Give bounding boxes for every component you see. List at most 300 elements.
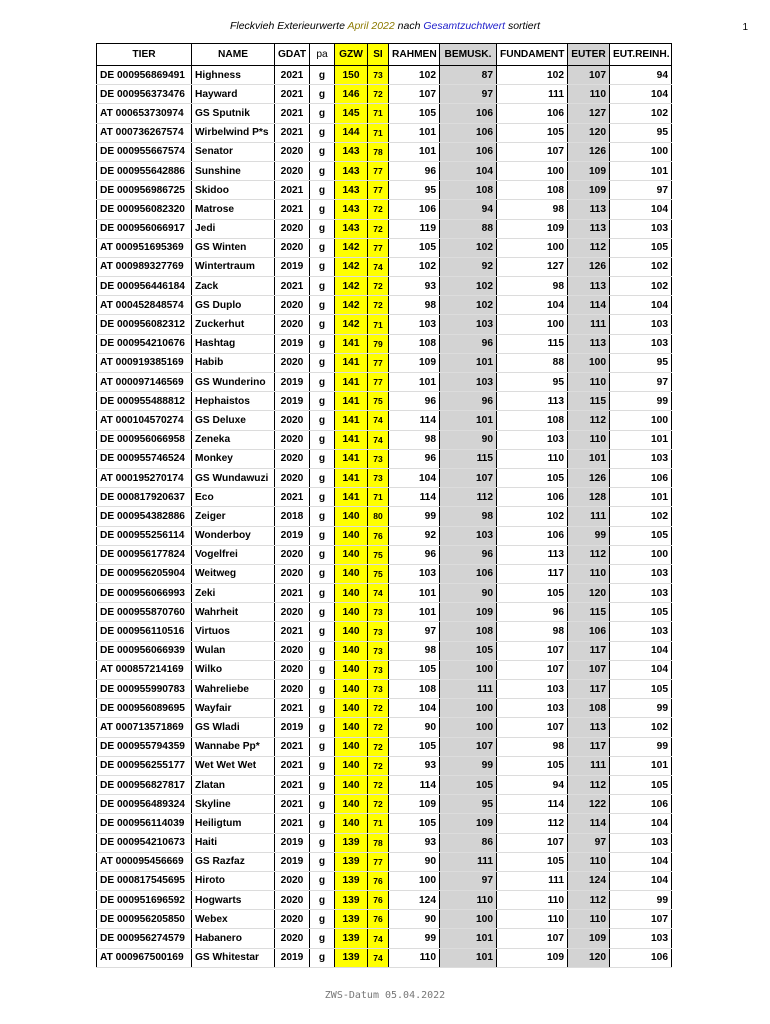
cell-fundament: 113 — [497, 392, 568, 411]
cell-si: 77 — [368, 353, 389, 372]
cell-fundament: 113 — [497, 545, 568, 564]
cell-pa: g — [310, 871, 335, 890]
cell-gdat: 2020 — [275, 411, 310, 430]
cell-name: Wulan — [192, 641, 275, 660]
cell-si: 72 — [368, 775, 389, 794]
cell-tier: AT 000195270174 — [97, 468, 192, 487]
cell-eut-reinh: 103 — [610, 219, 672, 238]
cell-gzw: 139 — [335, 948, 368, 967]
cell-rahmen: 105 — [389, 238, 440, 257]
cell-gdat: 2020 — [275, 680, 310, 699]
cell-name: Wahreliebe — [192, 680, 275, 699]
cell-tier: AT 000097146569 — [97, 373, 192, 392]
cell-gdat: 2020 — [275, 296, 310, 315]
cell-bemusk: 90 — [440, 584, 497, 603]
cell-name: Highness — [192, 66, 275, 85]
cell-tier: DE 000955667574 — [97, 142, 192, 161]
cell-fundament: 98 — [497, 277, 568, 296]
cell-fundament: 106 — [497, 488, 568, 507]
cell-euter: 111 — [568, 756, 610, 775]
cell-gdat: 2020 — [275, 641, 310, 660]
cell-gzw: 140 — [335, 699, 368, 718]
table-row — [97, 584, 672, 603]
cell-bemusk: 101 — [440, 929, 497, 948]
cell-rahmen: 90 — [389, 910, 440, 929]
cell-eut-reinh: 105 — [610, 680, 672, 699]
cell-name: Eco — [192, 488, 275, 507]
cell-gzw: 141 — [335, 468, 368, 487]
table-row — [97, 526, 672, 545]
cell-name: Hephaistos — [192, 392, 275, 411]
cell-euter: 110 — [568, 430, 610, 449]
cell-si: 75 — [368, 392, 389, 411]
cell-name: Hogwarts — [192, 891, 275, 910]
cell-pa: g — [310, 910, 335, 929]
cell-gzw: 143 — [335, 142, 368, 161]
cell-gdat: 2020 — [275, 871, 310, 890]
cell-gdat: 2021 — [275, 699, 310, 718]
cell-rahmen: 93 — [389, 277, 440, 296]
cell-rahmen: 114 — [389, 775, 440, 794]
cell-gdat: 2020 — [275, 238, 310, 257]
cell-rahmen: 103 — [389, 564, 440, 583]
cell-euter: 113 — [568, 219, 610, 238]
cell-bemusk: 107 — [440, 737, 497, 756]
cell-bemusk: 100 — [440, 660, 497, 679]
cell-fundament: 106 — [497, 526, 568, 545]
cell-bemusk: 90 — [440, 430, 497, 449]
table-row — [97, 699, 672, 718]
cell-tier: AT 000989327769 — [97, 257, 192, 276]
cell-pa: g — [310, 622, 335, 641]
cell-bemusk: 86 — [440, 833, 497, 852]
cell-gzw: 139 — [335, 852, 368, 871]
cell-gzw: 140 — [335, 814, 368, 833]
cell-bemusk: 112 — [440, 488, 497, 507]
cell-gzw: 141 — [335, 392, 368, 411]
table-row — [97, 411, 672, 430]
cell-si: 76 — [368, 910, 389, 929]
cell-si: 71 — [368, 814, 389, 833]
cell-bemusk: 110 — [440, 891, 497, 910]
cell-name: Monkey — [192, 449, 275, 468]
table-row — [97, 948, 672, 967]
cell-name: Vogelfrei — [192, 545, 275, 564]
cell-euter: 110 — [568, 85, 610, 104]
cell-euter: 112 — [568, 545, 610, 564]
cell-gdat: 2018 — [275, 507, 310, 526]
cell-name: GS Sputnik — [192, 104, 275, 123]
cell-gdat: 2020 — [275, 545, 310, 564]
cell-name: Hayward — [192, 85, 275, 104]
cell-eut-reinh: 97 — [610, 373, 672, 392]
cell-euter: 106 — [568, 622, 610, 641]
cell-name: Zeneka — [192, 430, 275, 449]
cell-gzw: 142 — [335, 296, 368, 315]
cell-bemusk: 96 — [440, 334, 497, 353]
cell-eut-reinh: 104 — [610, 641, 672, 660]
cell-bemusk: 97 — [440, 85, 497, 104]
table-row — [97, 277, 672, 296]
table-row — [97, 660, 672, 679]
cell-rahmen: 108 — [389, 680, 440, 699]
cell-tier: DE 000956066939 — [97, 641, 192, 660]
cell-name: Wintertraum — [192, 257, 275, 276]
cell-tier: DE 000955256114 — [97, 526, 192, 545]
cell-bemusk: 100 — [440, 718, 497, 737]
column-header-eut-reinh: EUT.REINH. — [610, 44, 672, 66]
cell-rahmen: 119 — [389, 219, 440, 238]
table-row — [97, 775, 672, 794]
cell-gzw: 140 — [335, 680, 368, 699]
cell-rahmen: 93 — [389, 756, 440, 775]
cell-eut-reinh: 103 — [610, 584, 672, 603]
cell-fundament: 107 — [497, 142, 568, 161]
cell-bemusk: 106 — [440, 564, 497, 583]
cell-pa: g — [310, 161, 335, 180]
cell-euter: 112 — [568, 891, 610, 910]
cell-eut-reinh: 102 — [610, 257, 672, 276]
cell-euter: 112 — [568, 775, 610, 794]
cell-fundament: 105 — [497, 852, 568, 871]
table-row — [97, 123, 672, 142]
cell-rahmen: 96 — [389, 545, 440, 564]
column-header-pa: pa — [310, 44, 335, 66]
cell-tier: DE 000956114039 — [97, 814, 192, 833]
cell-si: 72 — [368, 277, 389, 296]
cell-eut-reinh: 103 — [610, 929, 672, 948]
cell-name: Zuckerhut — [192, 315, 275, 334]
cell-bemusk: 100 — [440, 699, 497, 718]
cell-gdat: 2019 — [275, 373, 310, 392]
cell-pa: g — [310, 545, 335, 564]
cell-eut-reinh: 99 — [610, 737, 672, 756]
cell-rahmen: 92 — [389, 526, 440, 545]
cell-pa: g — [310, 488, 335, 507]
cell-gdat: 2021 — [275, 488, 310, 507]
cell-pa: g — [310, 296, 335, 315]
cell-euter: 109 — [568, 161, 610, 180]
cell-bemusk: 106 — [440, 142, 497, 161]
cell-pa: g — [310, 660, 335, 679]
cell-euter: 117 — [568, 641, 610, 660]
table-row — [97, 315, 672, 334]
cell-bemusk: 106 — [440, 104, 497, 123]
cell-fundament: 98 — [497, 622, 568, 641]
cell-gzw: 143 — [335, 181, 368, 200]
cell-si: 74 — [368, 411, 389, 430]
cell-eut-reinh: 102 — [610, 104, 672, 123]
cell-tier: DE 000817920637 — [97, 488, 192, 507]
cell-gdat: 2020 — [275, 142, 310, 161]
cell-gdat: 2021 — [275, 104, 310, 123]
cell-bemusk: 111 — [440, 680, 497, 699]
cell-name: Wilko — [192, 660, 275, 679]
cell-eut-reinh: 105 — [610, 775, 672, 794]
cell-si: 72 — [368, 718, 389, 737]
cell-pa: g — [310, 238, 335, 257]
cell-rahmen: 101 — [389, 123, 440, 142]
cell-euter: 113 — [568, 277, 610, 296]
cell-pa: g — [310, 564, 335, 583]
cell-gzw: 141 — [335, 353, 368, 372]
cell-eut-reinh: 99 — [610, 891, 672, 910]
cell-gdat: 2020 — [275, 468, 310, 487]
cell-rahmen: 102 — [389, 66, 440, 85]
cell-rahmen: 102 — [389, 257, 440, 276]
cell-bemusk: 95 — [440, 795, 497, 814]
cell-tier: DE 000956373476 — [97, 85, 192, 104]
footer-date: ZWS-Datum 05.04.2022 — [324, 990, 446, 1001]
cell-bemusk: 96 — [440, 392, 497, 411]
table-row — [97, 104, 672, 123]
cell-euter: 113 — [568, 718, 610, 737]
cell-euter: 126 — [568, 142, 610, 161]
cell-name: Matrose — [192, 200, 275, 219]
cell-gzw: 140 — [335, 756, 368, 775]
cell-name: Skyline — [192, 795, 275, 814]
cell-gdat: 2021 — [275, 66, 310, 85]
cell-pa: g — [310, 891, 335, 910]
cell-name: GS Wundawuzi — [192, 468, 275, 487]
cell-name: Skidoo — [192, 181, 275, 200]
cell-euter: 120 — [568, 584, 610, 603]
cell-gdat: 2021 — [275, 200, 310, 219]
cell-fundament: 110 — [497, 891, 568, 910]
cell-name: Zlatan — [192, 775, 275, 794]
table-row — [97, 142, 672, 161]
cell-eut-reinh: 97 — [610, 181, 672, 200]
cell-si: 72 — [368, 85, 389, 104]
cell-euter: 111 — [568, 507, 610, 526]
table-row — [97, 641, 672, 660]
cell-tier: AT 000452848574 — [97, 296, 192, 315]
cell-rahmen: 108 — [389, 334, 440, 353]
cell-tier: DE 000817545695 — [97, 871, 192, 890]
cell-pa: g — [310, 775, 335, 794]
cell-eut-reinh: 106 — [610, 948, 672, 967]
cell-si: 77 — [368, 373, 389, 392]
cell-euter: 113 — [568, 334, 610, 353]
cell-pa: g — [310, 373, 335, 392]
cell-pa: g — [310, 85, 335, 104]
cell-bemusk: 94 — [440, 200, 497, 219]
table-row — [97, 718, 672, 737]
cell-pa: g — [310, 852, 335, 871]
cell-tier: DE 000951696592 — [97, 891, 192, 910]
cell-bemusk: 103 — [440, 526, 497, 545]
cell-si: 74 — [368, 929, 389, 948]
cell-gzw: 142 — [335, 315, 368, 334]
cell-pa: g — [310, 948, 335, 967]
cell-pa: g — [310, 200, 335, 219]
cell-si: 72 — [368, 737, 389, 756]
cell-si: 74 — [368, 584, 389, 603]
cell-gzw: 140 — [335, 641, 368, 660]
cell-euter: 99 — [568, 526, 610, 545]
table-row — [97, 430, 672, 449]
column-header-name: NAME — [192, 44, 275, 66]
cell-name: Weitweg — [192, 564, 275, 583]
cell-gdat: 2021 — [275, 85, 310, 104]
cell-bemusk: 102 — [440, 277, 497, 296]
cell-fundament: 105 — [497, 756, 568, 775]
cell-pa: g — [310, 468, 335, 487]
cell-gzw: 143 — [335, 200, 368, 219]
cell-fundament: 102 — [497, 66, 568, 85]
cell-gzw: 140 — [335, 526, 368, 545]
cell-pa: g — [310, 353, 335, 372]
cell-name: GS Deluxe — [192, 411, 275, 430]
cell-euter: 100 — [568, 353, 610, 372]
cell-name: GS Wunderino — [192, 373, 275, 392]
cell-gzw: 141 — [335, 411, 368, 430]
cell-eut-reinh: 105 — [610, 526, 672, 545]
cell-eut-reinh: 105 — [610, 603, 672, 622]
column-header-euter: EUTER — [568, 44, 610, 66]
table-row — [97, 814, 672, 833]
cell-bemusk: 88 — [440, 219, 497, 238]
table-row — [97, 161, 672, 180]
cell-rahmen: 96 — [389, 392, 440, 411]
cell-bemusk: 102 — [440, 238, 497, 257]
cell-gzw: 150 — [335, 66, 368, 85]
cell-rahmen: 96 — [389, 161, 440, 180]
cell-fundament: 111 — [497, 85, 568, 104]
cell-eut-reinh: 100 — [610, 142, 672, 161]
cell-gzw: 140 — [335, 507, 368, 526]
cell-gdat: 2021 — [275, 775, 310, 794]
cell-name: Wahrheit — [192, 603, 275, 622]
cell-gzw: 143 — [335, 219, 368, 238]
cell-fundament: 107 — [497, 641, 568, 660]
cell-si: 77 — [368, 161, 389, 180]
cell-eut-reinh: 103 — [610, 315, 672, 334]
cell-tier: DE 000956177824 — [97, 545, 192, 564]
cell-eut-reinh: 103 — [610, 622, 672, 641]
cell-gzw: 139 — [335, 833, 368, 852]
cell-si: 72 — [368, 219, 389, 238]
cell-pa: g — [310, 66, 335, 85]
cell-rahmen: 110 — [389, 948, 440, 967]
cell-fundament: 107 — [497, 833, 568, 852]
cell-tier: DE 000954382886 — [97, 507, 192, 526]
cell-euter: 110 — [568, 373, 610, 392]
cell-tier: DE 000954210673 — [97, 833, 192, 852]
cell-gdat: 2019 — [275, 257, 310, 276]
column-header-gzw: GZW — [335, 44, 368, 66]
cell-tier: AT 000857214169 — [97, 660, 192, 679]
cell-pa: g — [310, 181, 335, 200]
cell-name: Wet Wet Wet — [192, 756, 275, 775]
cell-si: 78 — [368, 833, 389, 852]
cell-gzw: 144 — [335, 123, 368, 142]
cell-gzw: 140 — [335, 775, 368, 794]
cell-gzw: 141 — [335, 488, 368, 507]
cell-bemusk: 102 — [440, 296, 497, 315]
cell-bemusk: 101 — [440, 948, 497, 967]
cell-euter: 114 — [568, 814, 610, 833]
cell-pa: g — [310, 833, 335, 852]
cell-tier: DE 000956082312 — [97, 315, 192, 334]
cell-gdat: 2020 — [275, 449, 310, 468]
cell-pa: g — [310, 641, 335, 660]
cell-name: GS Wladi — [192, 718, 275, 737]
cell-bemusk: 97 — [440, 871, 497, 890]
cell-si: 77 — [368, 181, 389, 200]
cell-name: Hiroto — [192, 871, 275, 890]
cell-fundament: 100 — [497, 238, 568, 257]
cell-name: Webex — [192, 910, 275, 929]
cell-gzw: 140 — [335, 603, 368, 622]
cell-si: 72 — [368, 200, 389, 219]
cell-rahmen: 101 — [389, 603, 440, 622]
cell-name: Wirbelwind P*s — [192, 123, 275, 142]
table-row — [97, 680, 672, 699]
cell-gdat: 2019 — [275, 526, 310, 545]
cell-bemusk: 101 — [440, 353, 497, 372]
cell-si: 73 — [368, 622, 389, 641]
cell-gzw: 140 — [335, 718, 368, 737]
cell-rahmen: 107 — [389, 85, 440, 104]
cell-euter: 128 — [568, 488, 610, 507]
cell-si: 72 — [368, 756, 389, 775]
cell-bemusk: 100 — [440, 910, 497, 929]
cell-gdat: 2020 — [275, 929, 310, 948]
cell-rahmen: 105 — [389, 660, 440, 679]
cell-fundament: 103 — [497, 699, 568, 718]
column-header-fundament: FUNDAMENT — [497, 44, 568, 66]
cell-bemusk: 108 — [440, 181, 497, 200]
cell-euter: 122 — [568, 795, 610, 814]
cell-rahmen: 101 — [389, 142, 440, 161]
cell-euter: 126 — [568, 468, 610, 487]
cell-eut-reinh: 101 — [610, 430, 672, 449]
cell-fundament: 109 — [497, 948, 568, 967]
cell-tier: AT 000713571869 — [97, 718, 192, 737]
cell-tier: AT 000951695369 — [97, 238, 192, 257]
cell-rahmen: 104 — [389, 699, 440, 718]
cell-si: 74 — [368, 430, 389, 449]
cell-gdat: 2021 — [275, 737, 310, 756]
cell-tier: DE 000955990783 — [97, 680, 192, 699]
cell-si: 77 — [368, 852, 389, 871]
cell-euter: 124 — [568, 871, 610, 890]
cell-si: 76 — [368, 891, 389, 910]
cell-gdat: 2019 — [275, 392, 310, 411]
cell-si: 77 — [368, 238, 389, 257]
title-sort-key: Gesamtzuchtwert — [423, 20, 506, 32]
cell-pa: g — [310, 929, 335, 948]
cell-eut-reinh: 107 — [610, 910, 672, 929]
cell-tier: AT 000653730974 — [97, 104, 192, 123]
cell-bemusk: 92 — [440, 257, 497, 276]
table-row — [97, 85, 672, 104]
cell-eut-reinh: 99 — [610, 392, 672, 411]
cell-fundament: 107 — [497, 660, 568, 679]
cell-fundament: 114 — [497, 795, 568, 814]
cell-pa: g — [310, 699, 335, 718]
cell-eut-reinh: 103 — [610, 449, 672, 468]
cell-eut-reinh: 104 — [610, 871, 672, 890]
cell-tier: DE 000956089695 — [97, 699, 192, 718]
cell-pa: g — [310, 795, 335, 814]
table-row — [97, 795, 672, 814]
cell-bemusk: 109 — [440, 603, 497, 622]
column-header-si: SI — [368, 44, 389, 66]
cell-eut-reinh: 103 — [610, 564, 672, 583]
cell-euter: 112 — [568, 411, 610, 430]
